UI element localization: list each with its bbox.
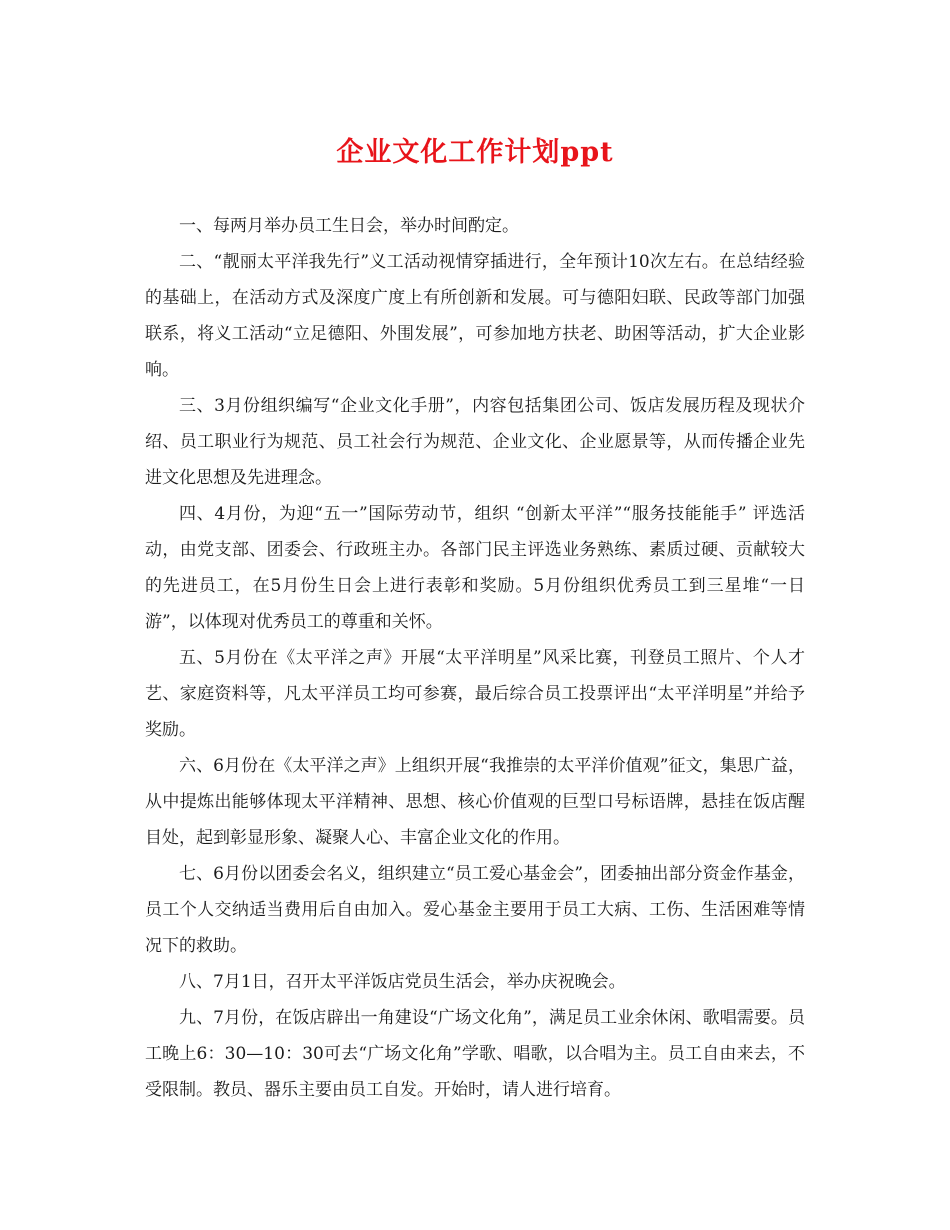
paragraph-2: 二、“靓丽太平洋我先行”义工活动视情穿插进行，全年预计10次左右。在总结经验的基础上，在活动方式及深度广度上有所创新和发展。可与德阳妇联、民政等部门加强联系，将义工活动“立足德阳、外围发展”，可参加地方扶老、助困等活动，扩大企业影响。 <box>145 252 805 380</box>
paragraph-7: 七、6月份以团委会名义，组织建立“员工爱心基金会”，团委抽出部分资金作基金，员工个人交纳适当费用后自由加入。爱心基金主要用于员工大病、工伤、生活困难等情况下的救助。 <box>145 864 805 956</box>
paragraph-4: 四、4月份，为迎“五一”国际劳动节，组织 “创新太平洋”“服务技能能手” 评选活动，由党支部、团委会、行政班主办。各部门民主评选业务熟练、素质过硬、贡献较大的先进员工，在5月份生日会上进行表彰和奖励。5月份组织优秀员工到三星堆“一日游”，以体现对优秀员工的尊重和关怀。 <box>145 504 805 632</box>
paragraph-3: 三、3月份组织编写“企业文化手册”，内容包括集团公司、饭店发展历程及现状介绍、员工职业行为规范、员工社会行为规范、企业文化、企业愿景等，从而传播企业先进文化思想及先进理念。 <box>145 396 805 488</box>
paragraph-9: 九、7月份，在饭店辟出一角建设“广场文化角”，满足员工业余休闲、歌唱需要。员工晚上6：30—10：30可去“广场文化角”学歌、唱歌，以合唱为主。员工自由来去，不受限制。教员、器乐主要由员工自发。开始时，请人进行培育。 <box>145 1008 805 1100</box>
document-title: 企业文化工作计划ppt <box>336 137 614 168</box>
paragraph-1: 一、每两月举办员工生日会，举办时间酌定。 <box>179 216 519 236</box>
paragraph-6: 六、6月份在《太平洋之声》上组织开展“我推崇的太平洋价值观”征文，集思广益，从中提炼出能够体现太平洋精神、思想、核心价值观的巨型口号标语牌，悬挂在饭店醒目处，起到彰显形象、凝聚人心、丰富企业文化的作用。 <box>145 756 805 848</box>
paragraph-5: 五、5月份在《太平洋之声》开展“太平洋明星”风采比赛，刊登员工照片、个人才艺、家庭资料等，凡太平洋员工均可参赛，最后综合员工投票评出“太平洋明星”并给予奖励。 <box>145 648 805 740</box>
paragraph-8: 八、7月1日，召开太平洋饭店党员生活会，举办庆祝晚会。 <box>179 972 626 992</box>
document-body <box>145 208 805 1108</box>
